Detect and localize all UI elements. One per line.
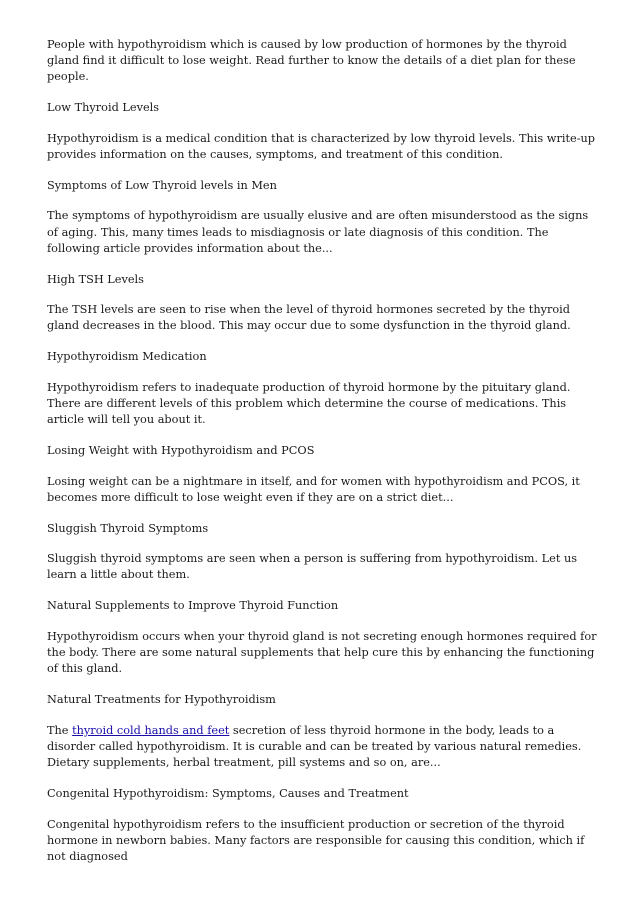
section-body-weight-pcos: Losing weight can be a nightmare in itself, and for women with hypothyroidism and PCOS, it becomes more difficult to lose weight even if they are on a strict diet... [47, 474, 580, 504]
section-body-low-thyroid-levels: Hypothyroidism is a medical condition that is characterized by low thyroid levels. This write-up provides information on the causes, symptoms, and treatment of this condition. [47, 131, 596, 162]
section-heading-natural-treatments: Natural Treatments for Hypothyroidism [47, 692, 276, 706]
section-body-symptoms-men: The symptoms of hypothyroidism are usually elusive and are often misunderstood as the signs of aging. This, many times leads to misdiagnosis or late diagnosis of this condition. The following article provides information about the... [47, 209, 589, 255]
section-heading-low-thyroid-levels: Low Thyroid Levels [47, 101, 160, 115]
section-body-medication: Hypothyroidism refers to inadequate production of thyroid hormone by the pituitary gland. There are different levels of this problem which determine the course of medications. This article will tell you about it. [47, 380, 571, 427]
section-body-natural-treatments [47, 723, 599, 772]
section-body-sluggish: Sluggish thyroid symptoms are seen when a person is suffering from hypothyroidism. Let us learn a little about them. [47, 552, 578, 582]
section-body-congenital: Congenital hypothyroidism refers to the insufficient production or secretion of the thyroid hormone in newborn babies. Many factors are responsible for causing this condition, which if not diagnosed [47, 817, 585, 863]
section-heading-symptoms-men: Symptoms of Low Thyroid levels in Men [47, 178, 277, 192]
section-heading-high-tsh: High TSH Levels [47, 272, 144, 286]
section-heading-congenital: Congenital Hypothyroidism: Symptoms, Causes and Treatment [47, 786, 409, 800]
document-page [47, 37, 599, 880]
intro-paragraph: People with hypothyroidism which is caused by low production of hormones by the thyroid gland find it difficult to lose weight. Read further to know the details of a diet plan for these people. [47, 38, 576, 84]
section-heading-supplements: Natural Supplements to Improve Thyroid Function [47, 599, 339, 613]
section-body-high-tsh: The TSH levels are seen to rise when the level of thyroid hormones secreted by the thyroid gland decreases in the blood. This may occur due to some dysfunction in the thyroid gland. [47, 303, 571, 333]
section-heading-weight-pcos: Losing Weight with Hypothyroidism and PCOS [47, 443, 315, 457]
thyroid-cold-hands-link[interactable]: thyroid cold hands and feet [72, 723, 230, 737]
section-heading-sluggish: Sluggish Thyroid Symptoms [47, 521, 209, 535]
section-body-supplements: Hypothyroidism occurs when your thyroid gland is not secreting enough hormones required for the body. There are some natural supplements that help cure this by enhancing the functioning of this gland. [47, 629, 597, 676]
body-text-after-link: secretion of less thyroid hormone in the body, leads to a disorder called hypothyroidism. It is curable and can be treated by various natural remedies. Dietary supplements, herbal treatment, pill systems and so on, are... [47, 723, 582, 770]
body-text-before-link: The [47, 723, 73, 737]
section-heading-medication: Hypothyroidism Medication [47, 350, 207, 364]
